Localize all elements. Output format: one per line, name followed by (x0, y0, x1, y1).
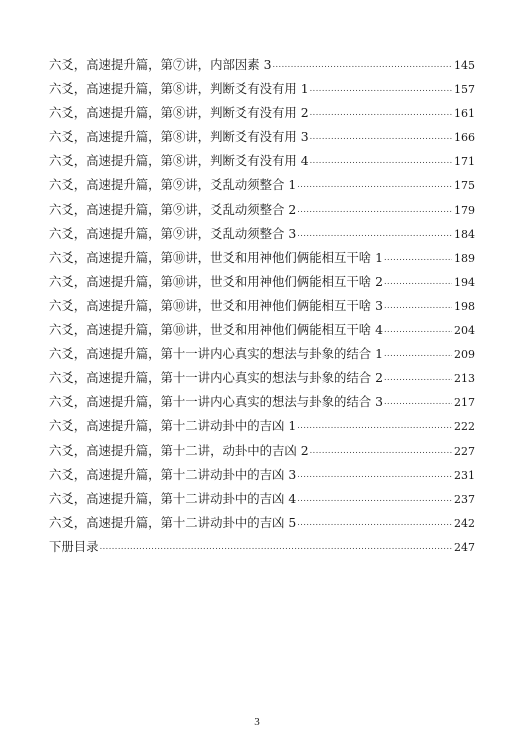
toc-entry-title: 六爻，高速提升篇，第⑨讲，爻乱动须整合 2 (49, 201, 297, 217)
toc-entry[interactable] (49, 511, 475, 535)
toc-entry-title: 六爻，高速提升篇，第十一讲内心真实的想法与卦象的结合 3 (49, 394, 383, 410)
dot-leader (297, 487, 452, 511)
dot-leader (384, 366, 452, 390)
toc-entry[interactable] (49, 222, 475, 246)
toc-entry[interactable] (49, 125, 475, 149)
dot-leader (310, 125, 452, 149)
toc-entry[interactable] (49, 342, 475, 366)
dot-leader (384, 318, 452, 342)
toc-entry-title: 六爻，高速提升篇，第⑨讲，爻乱动须整合 3 (49, 225, 297, 241)
toc-entry-page: 204 (454, 324, 475, 338)
toc-entry-page: 161 (454, 107, 475, 121)
toc-entry-page: 145 (454, 59, 475, 72)
toc-entry-title: 六爻，高速提升篇，第⑧讲，判断爻有没有用 2 (49, 105, 309, 121)
toc-entry-title: 下册目录 (49, 538, 99, 554)
toc-entry[interactable] (49, 463, 475, 487)
dot-leader (297, 222, 452, 246)
toc-entry-title: 六爻，高速提升篇，第⑧讲，判断爻有没有用 4 (49, 153, 309, 169)
toc-entry-title: 六爻，高速提升篇，第⑧讲，判断爻有没有用 3 (49, 129, 309, 145)
dot-leader (384, 270, 452, 294)
dot-leader (297, 414, 452, 438)
toc-entry-page: 247 (454, 540, 475, 554)
toc-entry-title: 六爻，高速提升篇，第十二讲动卦中的吉凶 5 (49, 514, 297, 530)
toc-entry-title: 六爻，高速提升篇，第⑩讲，世爻和用神他们俩能相互干啥 1 (49, 249, 383, 265)
toc-entry-title: 六爻，高速提升篇，第十二讲动卦中的吉凶 3 (49, 466, 297, 482)
toc-entry[interactable] (49, 101, 475, 125)
toc-entry[interactable] (49, 173, 475, 197)
toc-entry-title: 六爻，高速提升篇，第十二讲动卦中的吉凶 1 (49, 418, 297, 434)
toc-entry-page: 189 (454, 251, 475, 265)
toc-entry-page: 222 (454, 420, 475, 434)
toc-entry-page: 227 (454, 444, 475, 458)
toc-entry[interactable] (49, 77, 475, 101)
dot-leader (297, 198, 452, 222)
toc-entry-page: 231 (454, 468, 475, 482)
toc-entry-page: 217 (454, 396, 475, 410)
toc-entry-page: 175 (454, 179, 475, 193)
toc-entry-page: 166 (454, 131, 475, 145)
table-of-contents (49, 53, 475, 559)
toc-entry-title: 六爻，高速提升篇，第十一讲内心真实的想法与卦象的结合 2 (49, 370, 383, 386)
toc-entry-page: 179 (454, 203, 475, 217)
dot-leader (384, 294, 452, 318)
toc-entry-page: 242 (454, 516, 475, 530)
toc-entry[interactable] (49, 294, 475, 318)
toc-entry[interactable] (49, 198, 475, 222)
toc-entry[interactable] (49, 270, 475, 294)
toc-entry-page: 171 (454, 155, 475, 169)
toc-entry[interactable] (49, 535, 475, 559)
toc-entry[interactable] (49, 414, 475, 438)
page-number: 3 (254, 716, 260, 728)
toc-entry-page: 198 (454, 299, 475, 313)
toc-entry-title: 六爻，高速提升篇，第十二讲动卦中的吉凶 4 (49, 490, 297, 506)
dot-leader (384, 246, 452, 270)
toc-entry-title: 六爻，高速提升篇，第⑩讲，世爻和用神他们俩能相互干啥 4 (49, 322, 383, 338)
toc-entry-title: 六爻，高速提升篇，第⑧讲，判断爻有没有用 1 (49, 81, 309, 97)
toc-entry-title: 六爻，高速提升篇，第十一讲内心真实的想法与卦象的结合 1 (49, 346, 383, 362)
dot-leader (310, 439, 452, 463)
toc-entry-page: 194 (454, 275, 475, 289)
toc-entry[interactable] (49, 390, 475, 414)
dot-leader (310, 101, 452, 125)
toc-entry-title: 六爻，高速提升篇，第⑩讲，世爻和用神他们俩能相互干啥 3 (49, 297, 383, 313)
toc-entry[interactable] (49, 439, 475, 463)
toc-entry[interactable] (49, 246, 475, 270)
toc-entry[interactable] (49, 53, 475, 77)
toc-entry-title: 六爻，高速提升篇，第⑨讲，爻乱动须整合 1 (49, 177, 297, 193)
dot-leader (310, 77, 452, 101)
toc-entry-page: 157 (454, 83, 475, 97)
toc-entry-page: 237 (454, 492, 475, 506)
toc-entry[interactable] (49, 149, 475, 173)
toc-entry-page: 184 (454, 227, 475, 241)
toc-entry[interactable] (49, 318, 475, 342)
toc-entry-page: 213 (454, 372, 475, 386)
dot-leader (310, 149, 452, 173)
dot-leader (297, 511, 452, 535)
toc-entry[interactable] (49, 487, 475, 511)
dot-leader (297, 463, 452, 487)
toc-entry-title: 六爻，高速提升篇，第十二讲，动卦中的吉凶 2 (49, 442, 309, 458)
dot-leader (297, 173, 452, 197)
dot-leader (272, 53, 452, 77)
toc-entry-page: 209 (454, 348, 475, 362)
dot-leader (384, 342, 452, 366)
toc-entry[interactable] (49, 366, 475, 390)
dot-leader (100, 535, 452, 559)
toc-entry-title: 六爻，高速提升篇，第⑦讲，内部因素 3 (49, 57, 272, 72)
toc-entry-title: 六爻，高速提升篇，第⑩讲，世爻和用神他们俩能相互干啥 2 (49, 273, 383, 289)
dot-leader (384, 390, 452, 414)
